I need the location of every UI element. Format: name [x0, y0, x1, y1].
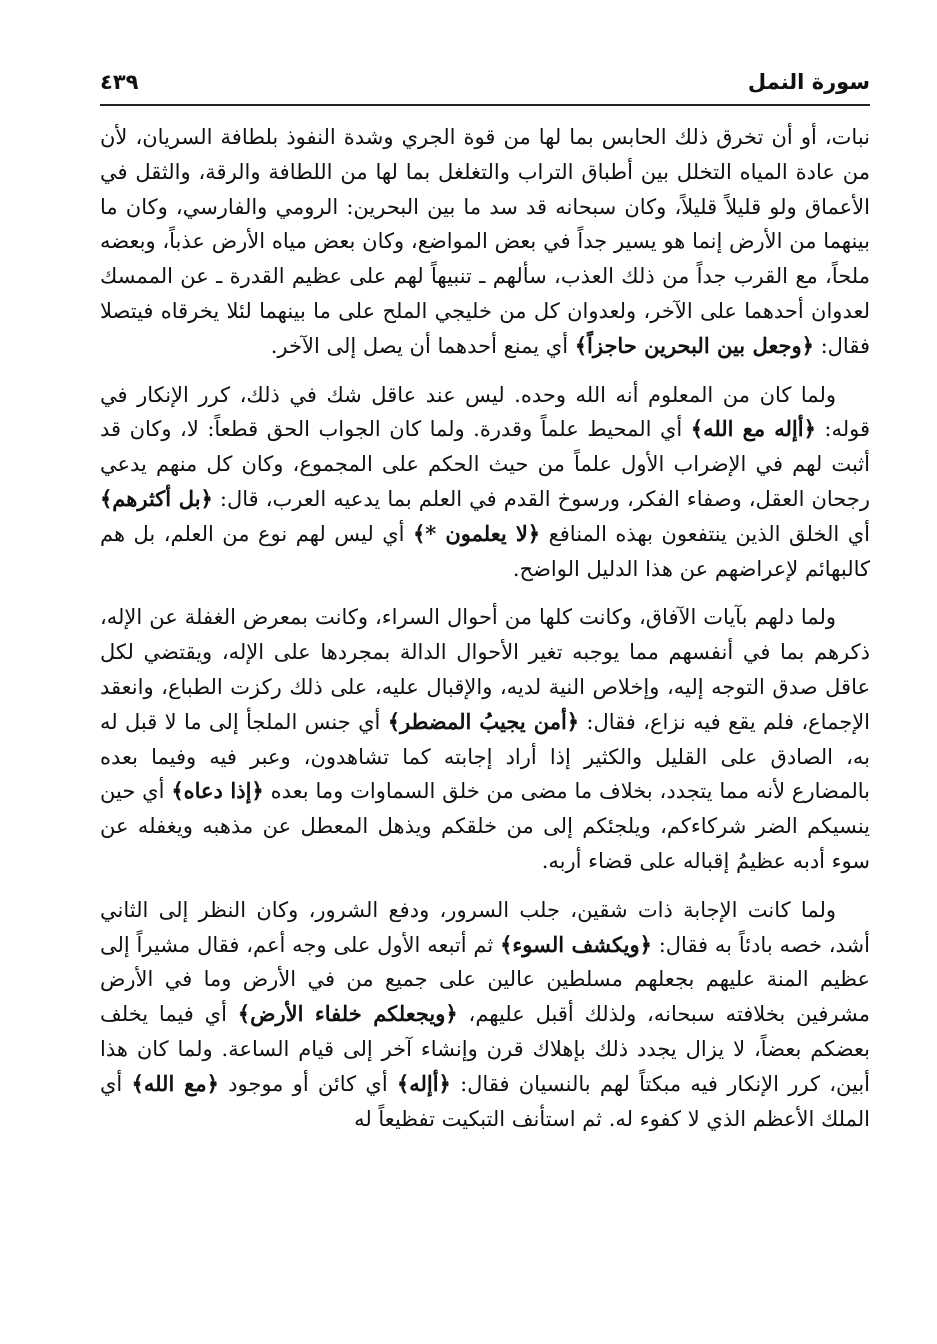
text-segment: أي يمنع أحدهما أن يصل إلى الآخر. [270, 333, 575, 358]
text-segment: ولما كانت الإجابة ذات شقين، جلب السرور، ودفع الشرور، وكان النظر إلى الثاني أشد، خصه بادئاً به فقال: [100, 897, 870, 957]
text-segment: نبات، أو أن تخرق ذلك الحابس بما لها من قوة الجري وشدة النفوذ بلطافة السريان، لأن من عادة المياه التخلل بين أطباق التراب والتغلغل بما لها من اللطافة والرقة، والثقل في الأعماق ولو قليلاً قليلاً، وكان سبحانه قد سد ما بين البحرين: الرومي والفارسي، وكان ما بينهما من الأرض إنما هو يسير جداً في بعض المواضع، وكان بعض مياه الأرض عذباً، وبعضه ملحاً، مع القرب جداً من ذلك العذب، سألهم ـ تنبيهاً لهم على عظيم القدرة ـ عن الممسك لعدوان أحدهما على الآخر، ولعدوان كل من خليجي الملح على ما بينهما لئلا يخرقاه فيتصلا فقال: [100, 125, 870, 358]
paragraph [100, 600, 870, 878]
text-segment: ثم أتبعه الأول على وجه أعم، فقال مشيراً إلى عظيم المنة عليهم بجعلهم مسلطين عالين على جميع من في الأرض وما في الأرض مشرفين بخلافته سبحانه، ولذلك أقبل عليهم، [100, 932, 870, 1027]
body-text [100, 120, 870, 1150]
quran-quote: ﴿أإله﴾ [396, 1070, 451, 1096]
quran-quote: ﴿أمن يجيبُ المضطر﴾ [387, 708, 580, 734]
header-rule [100, 104, 870, 106]
quran-quote: ﴿ويجعلكم خلفاء الأرض﴾ [237, 1001, 458, 1027]
quran-quote: ﴿ويكشف السوء﴾ [500, 931, 652, 957]
text-segment: أي الملك الأعظم الذي لا كفوء له. ثم استأنف التبكيت تفظيعاً له [100, 1071, 870, 1131]
running-title: سورة النمل [747, 70, 870, 94]
quran-quote: ﴿لا يعلمون *﴾ [412, 520, 541, 546]
paragraph [100, 120, 870, 364]
text-segment: ولما كان من المعلوم أنه الله وحده. ليس عند عاقل شك في ذلك، كرر الإنكار في قوله: [100, 382, 871, 442]
text-segment: أي جنس الملجأ إلى ما لا قبل له به، الصادق على القليل والكثير إذا أراد إجابته كما تشاهدون، وعبر فيه وفيما بعده بالمضارع لأنه مما يتجدد، بخلاف ما مضى من خلق السماوات وما بعده [100, 709, 870, 804]
quran-quote: ﴿وجعل بين البحرين حاجزاً﴾ [574, 332, 814, 358]
quran-quote: ﴿بل أكثرهم﴾ [100, 485, 213, 511]
text-segment: أي المحيط علماً وقدرة. ولما كان الجواب الحق قطعاً: لا، وكان قد أثبت لهم في الإضراب الأول علماً من حيث الحكم على المجموع، وكان كل منهم يدعي رجحان العقل، وصفاء الفكر، ورسوخ القدم في العلم بما يدعيه العرب، قال: [100, 417, 870, 511]
text-segment: أي ليس لهم نوع من العلم، بل هم كالبهائم لإعراضهم عن هذا الدليل الواضح. [100, 521, 870, 581]
quran-quote: ﴿مع الله﴾ [131, 1070, 219, 1096]
text-segment: ولما دلهم بآيات الآفاق، وكانت كلها من أحوال السراء، وكانت بمعرض الغفلة عن الإله، ذكرهم بما في أنفسهم مما يوجبه تغير الأحوال الدالة بمجردها على الإله، ويقتضي لكل عاقل صدق التوجه إليه، وإخلاص النية لديه، والإقبال عليه، على ذلك ركزت الطباع، وانعقد الإجماع، فلم يقع فيه نزاع، فقال: [100, 605, 871, 734]
page-header [100, 70, 870, 104]
paragraph [100, 893, 870, 1137]
quran-quote: ﴿أإله مع الله﴾ [690, 416, 816, 442]
quran-quote: ﴿إذا دعاه﴾ [171, 778, 264, 804]
text-segment: أي كائن أو موجود [218, 1071, 397, 1096]
paragraph [100, 378, 870, 587]
text-segment: أي فيما يخلف بعضكم بعضاً، لا يزال يجدد ذلك بإهلاك قرن وإنشاء آخر إلى قيام الساعة. ولما كان هذا أبين، كرر الإنكار فيه مبكتاً لهم بالنسيان فقال: [100, 1002, 870, 1096]
text-segment: أي حين ينسيكم الضر شركاءكم، ويلجئكم إلى من خلقكم ويذهل المعطل عن مذهبه ويغفله عن سوء أدبه عظيمُ إقباله على قضاء أربه. [100, 779, 870, 873]
page-number: ٤٣٩ [100, 70, 139, 94]
text-segment: أي الخلق الذين ينتفعون بهذه المنافع [540, 521, 870, 546]
